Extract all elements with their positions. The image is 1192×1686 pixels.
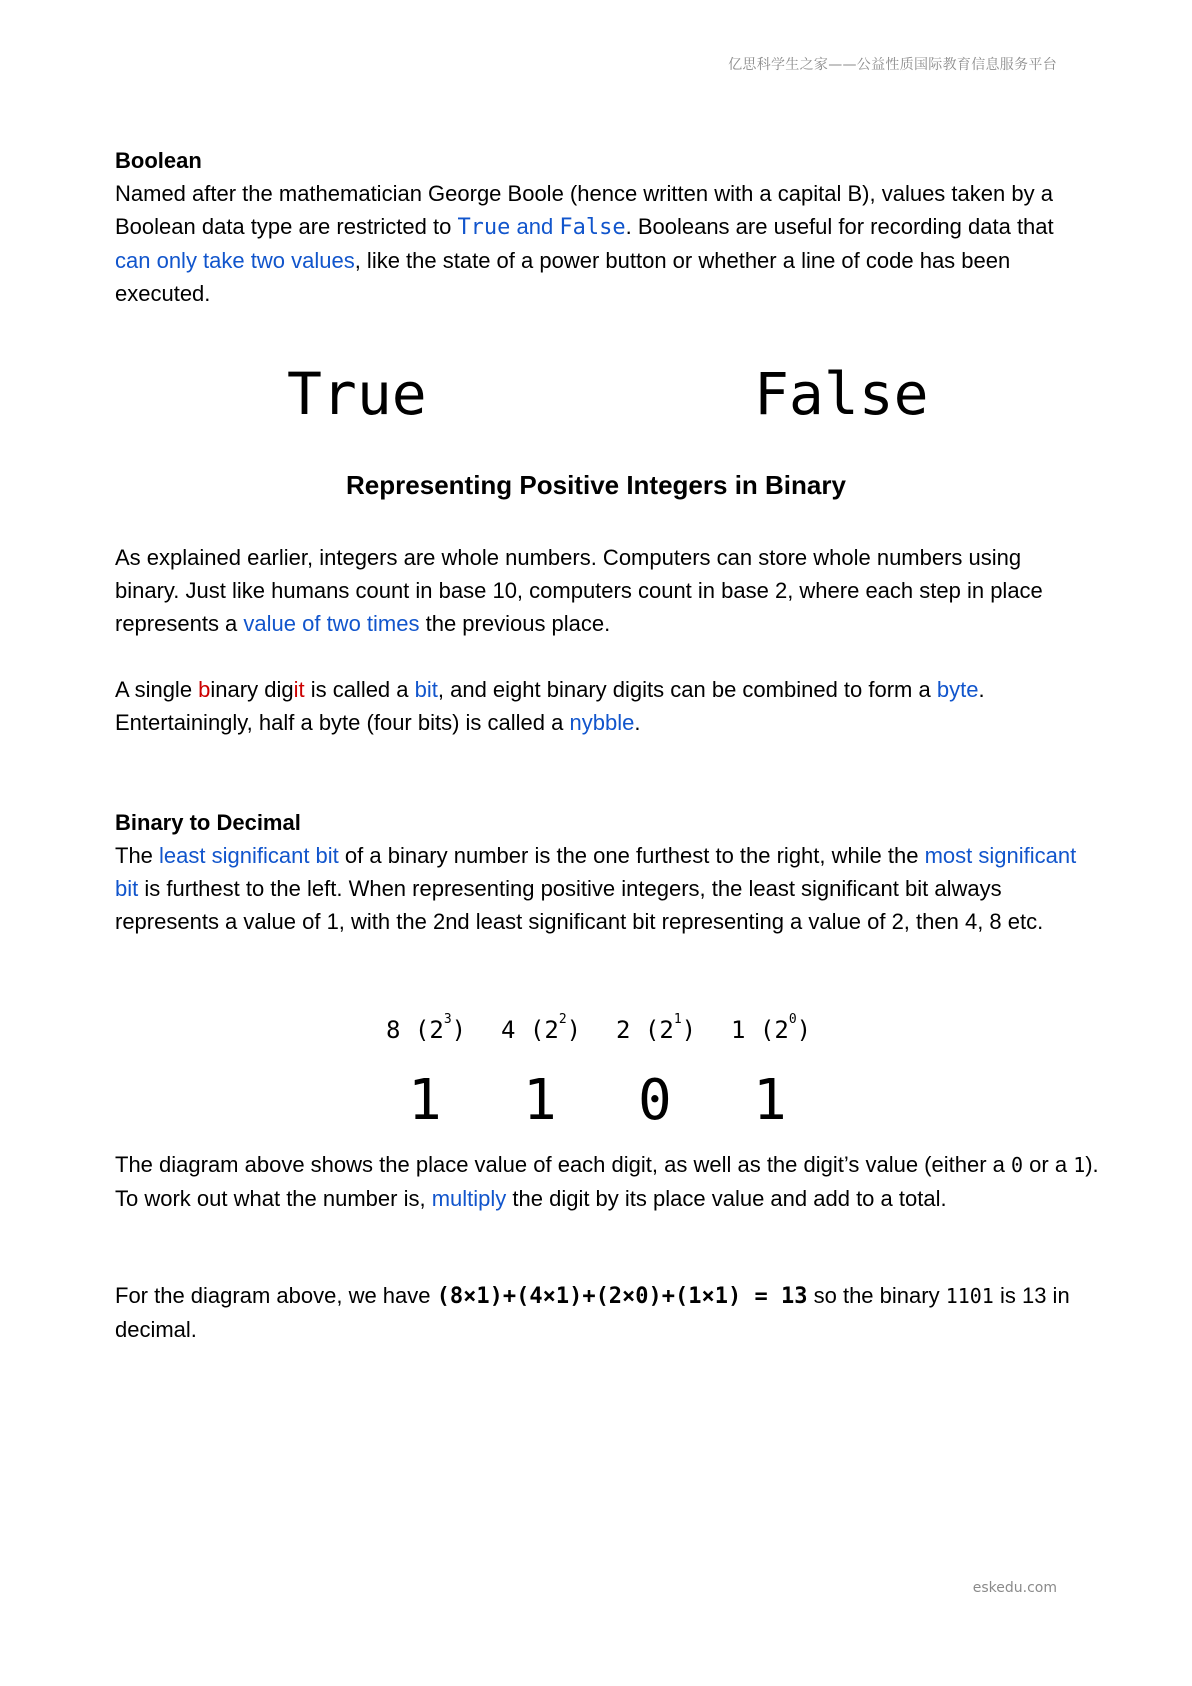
text-run: Named after the mathematician George Boole (hence written with a capital B), values taken by a Boolean data type are restricted to <box>115 181 1053 239</box>
b-highlight: b <box>198 677 211 702</box>
text-run: , and eight binary digits can be combined to form a <box>437 677 937 702</box>
zero-code: 0 <box>1011 1153 1024 1177</box>
binary-decimal-section <box>115 806 1105 938</box>
header-brand: 亿思科学生之家——公益性质国际教育信息服务平台 <box>728 57 1057 73</box>
and-word: and <box>510 214 560 239</box>
place-value-4 <box>501 1012 582 1044</box>
binary-digit: 1 <box>753 1068 787 1133</box>
integers-section-title: Representing Positive Integers in Binary <box>346 470 846 500</box>
byte-term: byte <box>936 677 979 702</box>
pv-number: 4 <box>501 1016 516 1044</box>
text-run: Entertainingly, half a byte (four bits) is called a <box>115 710 570 735</box>
bit-term: bit <box>414 677 438 702</box>
footer-brand: eskedu.com <box>972 1580 1057 1596</box>
binary-digit: 1 <box>408 1068 442 1133</box>
multiply-highlight: multiply <box>431 1186 507 1211</box>
pv-number: 1 <box>731 1016 746 1044</box>
integers-paragraph-1 <box>115 541 1090 640</box>
text-run: For the diagram above, we have <box>115 1283 437 1308</box>
place-value-2 <box>616 1012 697 1044</box>
true-keyword: True <box>457 215 511 240</box>
display-true: True <box>287 360 427 428</box>
pv-base: (2 <box>529 1016 559 1044</box>
place-value-1 <box>731 1012 812 1044</box>
diagram-paragraph <box>115 1148 1105 1215</box>
boolean-section <box>115 144 1090 310</box>
text-run: of a binary number is the one furthest to the right, while the <box>338 843 925 868</box>
boolean-paragraph <box>115 177 1090 310</box>
it-highlight: it <box>293 677 305 702</box>
binary-decimal-heading: Binary to Decimal <box>115 810 301 835</box>
pv-close: ) <box>796 1016 812 1044</box>
pv-exponent: 1 <box>673 1012 682 1027</box>
text-run: , like the state of a power button or whether a line of code has been executed. <box>115 248 1011 306</box>
text-run: the previous place. <box>419 611 611 636</box>
one-code: 1 <box>1073 1153 1086 1177</box>
worked-example-paragraph <box>115 1279 1105 1346</box>
place-value-8 <box>386 1012 467 1044</box>
pv-close: ) <box>451 1016 467 1044</box>
paragraph-gap <box>115 640 1090 673</box>
text-run: . Booleans are useful for recording data that <box>625 214 1054 239</box>
false-keyword: False <box>559 215 626 240</box>
msb-term: most significant bit <box>115 843 1077 901</box>
integers-paragraph-2 <box>115 673 1090 739</box>
formula: (8×1)+(4×1)+(2×0)+(1×1) = 13 <box>436 1284 808 1309</box>
pv-close: ) <box>681 1016 697 1044</box>
text-run: ). To work out what the number is, <box>115 1152 1099 1211</box>
pv-exponent: 0 <box>788 1012 797 1027</box>
text-run: is furthest to the left. When representing positive integers, the least significant bit always represents a value of 1, with the 2nd least significant bit representing a value of 2, then 4, 8 etc. <box>115 876 1044 934</box>
nybble-term: nybble <box>569 710 635 735</box>
binary-digit: 1 <box>523 1068 557 1133</box>
diagram-explanation <box>115 1148 1105 1215</box>
integers-section <box>115 541 1090 739</box>
pv-base: (2 <box>759 1016 789 1044</box>
binary-decimal-paragraph <box>115 839 1105 938</box>
binary-digit: 0 <box>638 1068 672 1133</box>
pv-number: 2 <box>616 1016 631 1044</box>
text-run: is called a <box>304 677 415 702</box>
pv-base: (2 <box>644 1016 674 1044</box>
text-run: inary dig <box>210 677 294 702</box>
text-run: . <box>978 677 985 702</box>
pv-close: ) <box>566 1016 582 1044</box>
text-run: so the binary <box>807 1283 946 1308</box>
text-run: The <box>115 843 160 868</box>
pv-number: 8 <box>386 1016 401 1044</box>
text-run: the digit by its place value and add to a total. <box>506 1186 947 1211</box>
lsb-term: least significant bit <box>159 843 339 868</box>
text-run: or a <box>1023 1152 1074 1177</box>
text-run: The diagram above shows the place value of each digit, as well as the digit’s value (either a <box>115 1152 1011 1177</box>
two-times-highlight: value of two times <box>243 611 420 636</box>
text-run: A single <box>115 677 199 702</box>
boolean-display <box>0 360 1192 430</box>
pv-base: (2 <box>414 1016 444 1044</box>
worked-example <box>115 1279 1105 1346</box>
binary-code: 1101 <box>945 1284 994 1308</box>
pv-exponent: 3 <box>443 1012 452 1027</box>
boolean-heading: Boolean <box>115 148 202 173</box>
two-values-highlight: can only take two values <box>115 248 355 273</box>
pv-exponent: 2 <box>558 1012 567 1027</box>
text-run: is 13 in decimal. <box>115 1283 1070 1342</box>
display-false: False <box>754 360 929 428</box>
text-run: As explained earlier, integers are whole numbers. Computers can store whole numbers using binary. Just like humans count in base 10, computers count in base 2, where each step in place represents a <box>115 545 1043 636</box>
text-run: . <box>634 710 641 735</box>
